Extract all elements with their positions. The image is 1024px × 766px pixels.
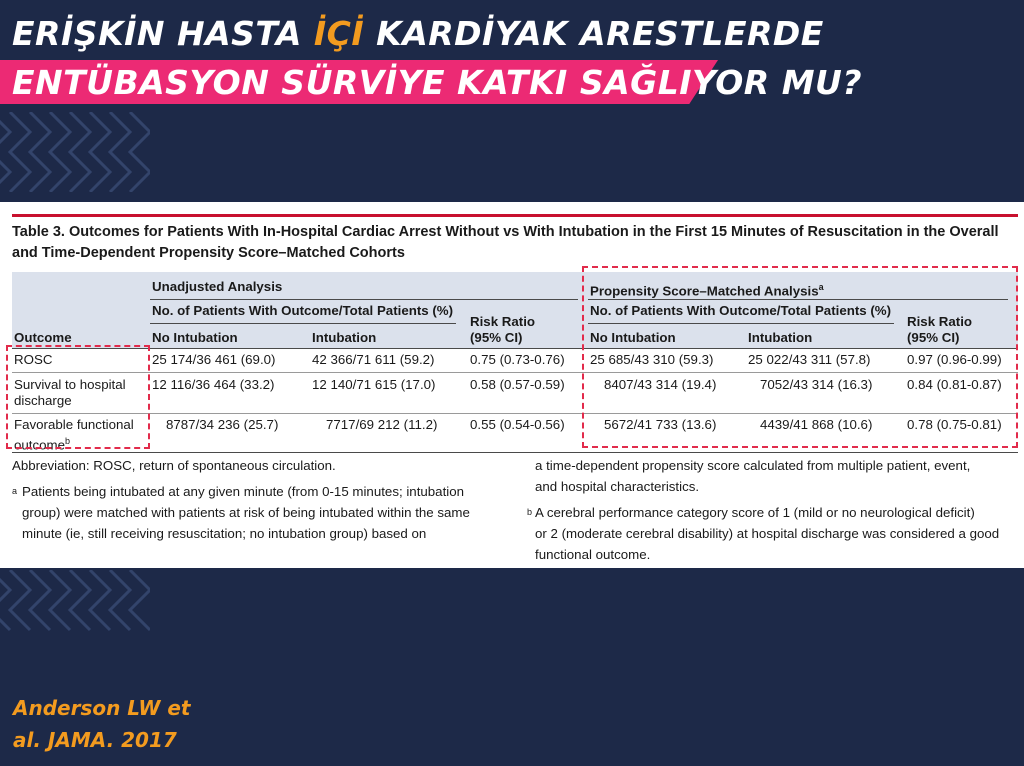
header-risk-ratio-ci-unadjusted: (95% CI) [470,330,523,345]
risk-ratio-line1: Risk Ratio [470,314,536,329]
row-matched-intubation: 4439/41 868 (10.6) [760,417,873,432]
footnote-b-line1: A cerebral performance category score of 1 (mild or no neurological deficit) [535,505,975,520]
header-unadjusted: Unadjusted Analysis [152,279,283,294]
row-outcome-cont: discharge [14,393,72,408]
header-intubation-unadjusted: Intubation [312,330,377,345]
row-matched-intubation: 7052/43 314 (16.3) [760,377,873,392]
row-matched-no-intubation: 5672/41 733 (13.6) [604,417,717,432]
footnote-b-line2: or 2 (moderate cerebral disability) at hospital discharge was considered a good [535,526,1000,541]
table-excerpt [0,202,1024,568]
footnote-b-line3: functional outcome. [535,547,651,562]
footnote-a-mark [12,481,17,505]
row-matched-risk-ratio: 0.97 (0.96-0.99) [907,352,1002,367]
row-unadjusted-no-intubation: 25 174/36 461 (69.0) [152,352,276,367]
row-outcome-cont: outcome [14,437,65,453]
row-matched-no-intubation: 8407/43 314 (19.4) [604,377,717,392]
row-unadjusted-intubation: 12 140/71 615 (17.0) [312,377,436,392]
header-risk-ratio-ci-matched: (95% CI) [907,330,960,345]
row-unadjusted-risk-ratio: 0.58 (0.57-0.59) [470,377,565,392]
row-matched-intubation: 25 022/43 311 (57.8) [748,352,871,367]
chevron-pattern-top [0,112,150,192]
title-line1-pre: ERİŞKİN HASTA [12,14,314,53]
citation [13,692,190,756]
footnote-a-line3: minute (ie, still receiving resuscitation; no intubation group) based on [22,526,427,541]
header-no-patients-matched: No. of Patients With Outcome/Total Patients (%) [590,303,892,318]
row-outcome: ROSC [14,352,53,367]
footnote-b-mark [527,502,532,526]
table-bottom-rule [12,452,1018,453]
highlight-box-matched-analysis [582,266,1018,448]
citation-line-2: al. JAMA. 2017 [13,728,177,752]
row-outcome-mark: b [65,436,71,446]
footnote-abbreviation: Abbreviation: ROSC, return of spontaneous circulation. [12,458,336,473]
header-no-patients-unadjusted: No. of Patients With Outcome/Total Patients (%) [152,303,454,318]
header-no-intubation-unadjusted: No Intubation [152,330,238,345]
row-unadjusted-intubation: 7717/69 212 (11.2) [326,417,438,432]
row-outcome: Survival to hospital [14,377,126,392]
footnote-a-sup: a [12,486,18,496]
row-matched-risk-ratio: 0.78 (0.75-0.81) [907,417,1002,432]
header-risk-ratio-matched: Risk Ratio [907,314,973,329]
footnote-a-line2: group) were matched with patients at risk of being intubated within the same [22,505,470,520]
footnote-b-sup: b [527,507,533,517]
header-matched-mark: a [818,282,824,292]
table-caption: Table 3. Outcomes for Patients With In-Hospital Cardiac Arrest Without vs With Intubation in the First 15 Minutes of Resuscitation in the Overall and Time-Dependent Propensity Score–Matched Cohorts [12,224,999,261]
title-line1-accent: İÇİ [313,14,365,53]
header-outcome: Outcome [14,330,72,345]
header-intubation-matched: Intubation [748,330,813,345]
chevron-pattern-bottom [0,570,150,632]
row-unadjusted-risk-ratio: 0.55 (0.54-0.56) [470,417,565,432]
row-unadjusted-no-intubation: 12 116/36 464 (33.2) [152,377,275,392]
header-no-intubation-matched: No Intubation [590,330,676,345]
footnote-a-line4: a time-dependent propensity score calculated from multiple patient, event, [535,458,971,473]
row-unadjusted-intubation: 42 366/71 611 (59.2) [312,352,435,367]
slide-title-line-2: ENTÜBASYON SÜRVİYE KATKI SAĞLIYOR MU? [12,63,862,102]
title-line1-post: KARDİYAK ARESTLERDE [364,14,824,53]
row-unadjusted-risk-ratio: 0.75 (0.73-0.76) [470,352,565,367]
footnote-a-line1: Patients being intubated at any given minute (from 0-15 minutes; intubation [22,484,465,499]
row-matched-risk-ratio: 0.84 (0.81-0.87) [907,377,1002,392]
subheader-rule-unadjusted [150,323,456,324]
header-rule-unadjusted [150,299,578,300]
header-risk-ratio-unadjusted [470,314,535,330]
caption-rule [12,214,1018,217]
header-matched-text: Propensity Score–Matched Analysis [590,283,819,299]
row-matched-no-intubation: 25 685/43 310 (59.3) [590,352,714,367]
footnote-a-line5: and hospital characteristics. [535,479,700,494]
row-outcome: Favorable functional [14,417,134,432]
slide-title-line-1 [12,14,824,53]
citation-line-1: Anderson LW et [13,696,191,720]
highlight-box-outcomes [6,345,150,449]
row-unadjusted-no-intubation: 8787/34 236 (25.7) [166,417,279,432]
